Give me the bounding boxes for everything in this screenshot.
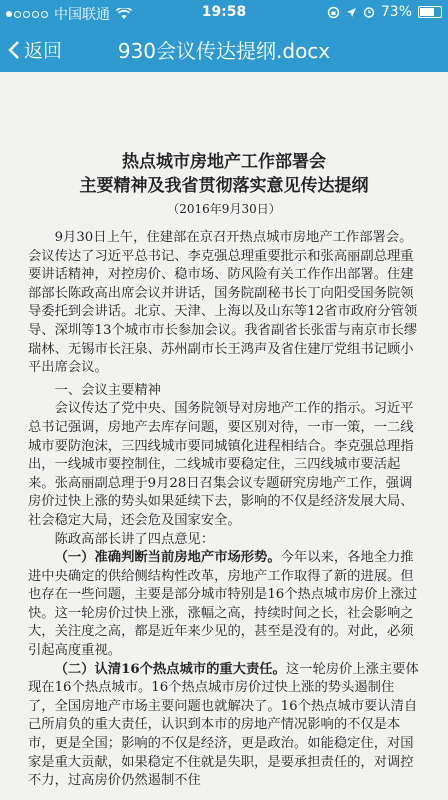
- clock: 19:58: [201, 4, 247, 20]
- doc-title-line2: 主要精神及我省贯彻落实意见传达提纲: [79, 176, 369, 196]
- point-2-body: 这一轮房价上涨主要体现在16个热点城市。16个热点城市房价过快上涨的势头遏制住了，全国房地产市场主要问题也就解决了。16个热点城市要认清自己所肩负的重大责任，认识到本市的房地产情况影响的不仅是本市，更是全国；影响的不仅是经济，更是政治。如能稳定住，对国家是重大贡献，如果稳定不住就是失职，是要承担责任的，对调控不力，过高房价仍然遏制不住: [28, 661, 419, 789]
- doc-title-line1: 热点城市房地产工作部署会: [122, 152, 326, 172]
- rotation-lock-icon: [327, 6, 340, 19]
- point-1-heading: （一）准确判断当前房地产市场形势。: [54, 550, 281, 566]
- back-label: 返回: [24, 40, 63, 62]
- document-page: [28, 150, 420, 791]
- paragraph-leaders: 会议传达了党中央、国务院领导对房地产工作的指示。习近平总书记强调，房地产去库存问题，要区别对待，一市一策，一二线城市要防泡沫，三四线城市要同城镇化进程相结合。李克强总理指出，一线城市要控制住，二线城市要稳定住，三四线城市要活起来。张高丽副总理于9月28日召集会议专题研究房地产工作，强调房价过快上涨的势头如果延续下去，影响的不仅是经济发展大局、社会稳定大局，还会危及国家安全。: [28, 401, 414, 528]
- doc-date: （2016年9月30日）: [167, 202, 281, 216]
- battery-icon: [418, 6, 442, 18]
- section-heading: 一、会议主要精神: [54, 382, 161, 398]
- document-viewer[interactable]: [0, 72, 448, 800]
- point-2-heading: （二）认清16个热点城市的重大责任。: [54, 661, 286, 677]
- nav-bar: [0, 26, 448, 72]
- paragraph-intro: 9月30日上午，住建部在京召开热点城市房地产工作部署会。会议传达了习近平总书记、李克强总理重要批示和张高丽副总理重要讲话精神，对控房价、稳市场、防风险有关工作作出部署。住建部部长陈政高出席会议并讲话，国务院副秘书长丁向阳受国务院领导委托到会讲话。北京、天津、上海以及山东等12省市政府分管领导、深圳等13个城市市长参加会议。我省副省长张雷与南京市长缪瑞林、无锡市长汪泉、苏州副市长王鸿声及省住建厅党组书记顾小平出席会议。: [28, 230, 418, 376]
- point-2: [28, 661, 420, 791]
- alarm-icon: [363, 6, 375, 18]
- page-title: 930会议传达提纲.docx: [117, 39, 331, 63]
- carrier-name: 中国联通: [54, 7, 110, 23]
- point-1: [28, 549, 420, 661]
- location-icon: [346, 7, 357, 18]
- paragraph-opinions: 陈政高部长讲了四点意见：: [54, 531, 215, 547]
- status-bar: [0, 0, 448, 26]
- battery-percent: 73%: [380, 4, 412, 20]
- point-1-body: 今年以来，各地全力推进中央确定的供给侧结构性改革，房地产工作取得了新的进展。但也存在一些问题，主要是部分城市特别是16个热点城市房价上涨过快。这一轮房价过快上涨，涨幅之高，持续时间之长，社会影响之大，关注度之高，都是近年来少见的，甚至是没有的。对此，必须引起高度重视。: [28, 550, 418, 659]
